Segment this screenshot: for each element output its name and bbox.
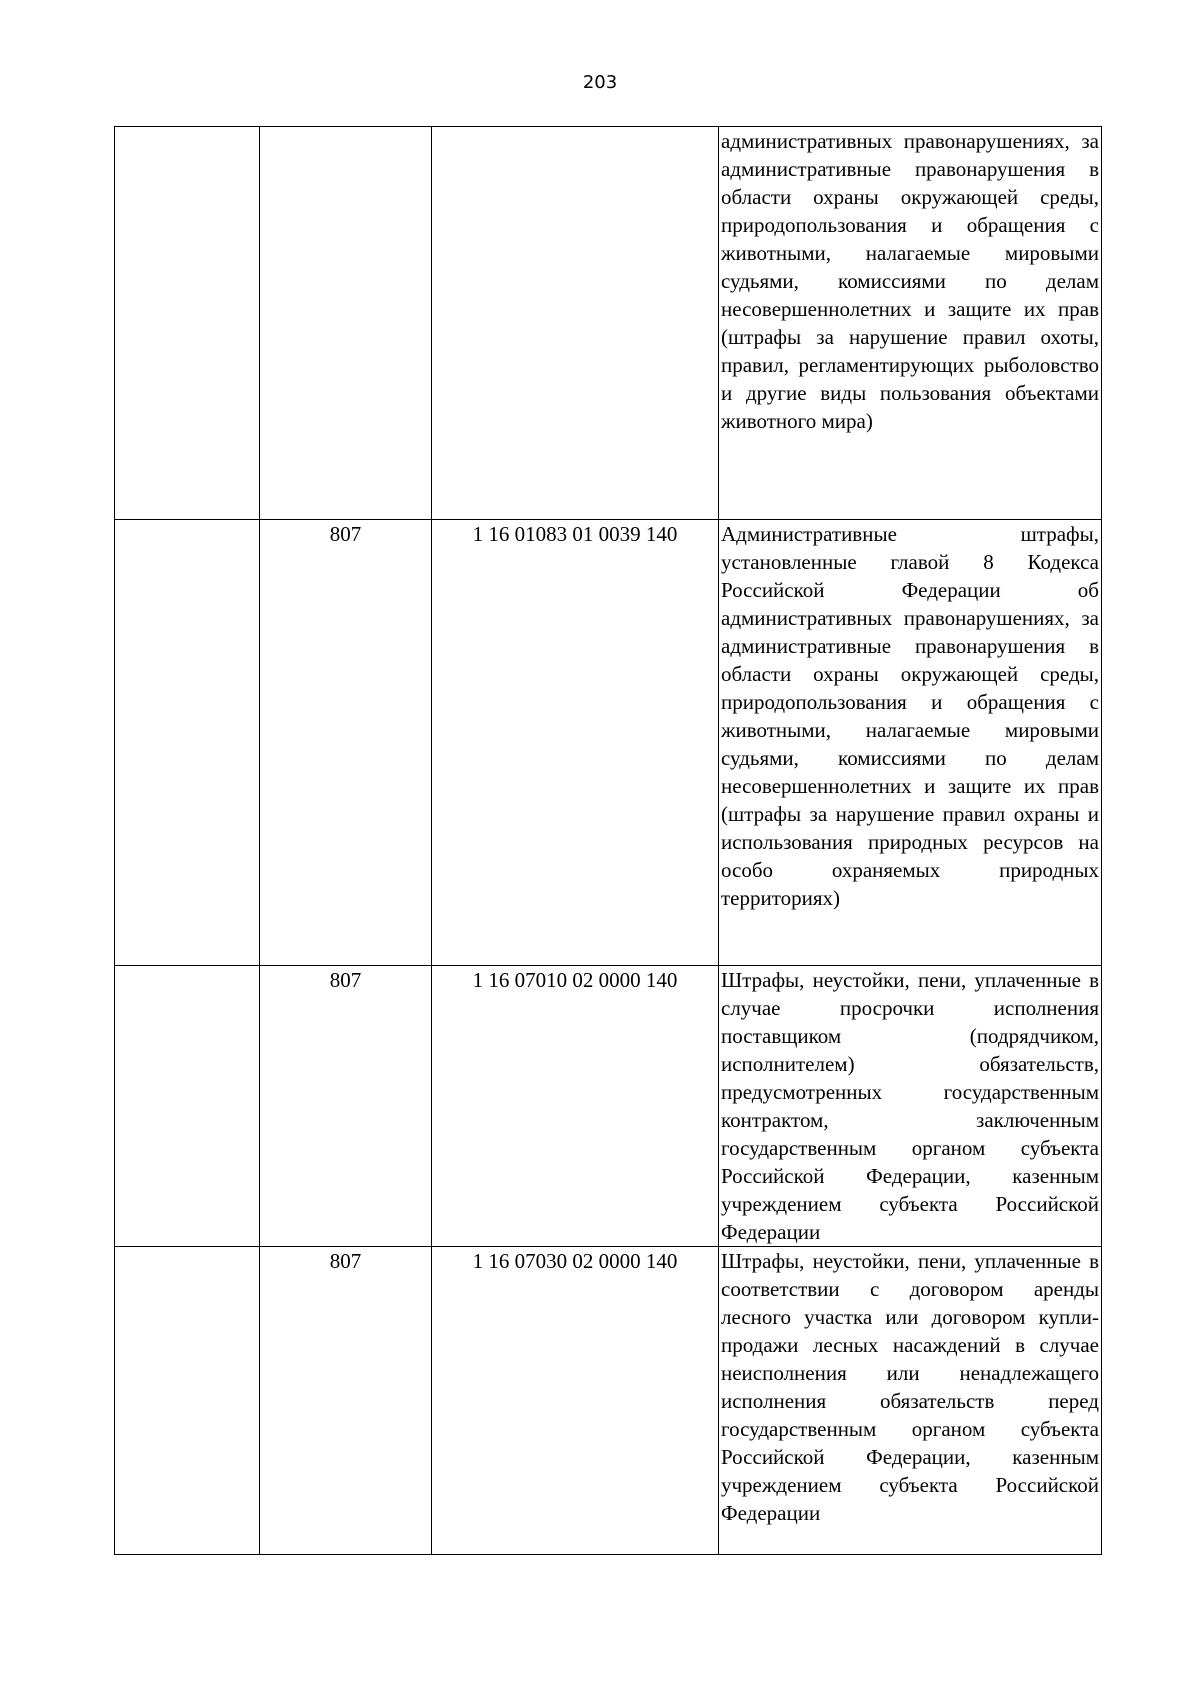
description-cell: Штрафы, неустойки, пени, уплаченные в случае просрочки исполнения поставщиком (подрядчиком, исполнителем) обязательств, предусмотренных государственным контрактом, заключенным государственным органом субъекта Российской Федерации, казенным учреждением субъекта Российской Федерации bbox=[719, 966, 1102, 1247]
admin-code-cell: 807 bbox=[260, 520, 432, 966]
row-number-cell bbox=[115, 520, 260, 966]
revenue-codes-table bbox=[114, 126, 1102, 1555]
kbk-code-cell: 1 16 01083 01 0039 140 bbox=[432, 520, 719, 966]
row-number-cell bbox=[115, 127, 260, 520]
page-number: 203 bbox=[582, 72, 618, 93]
admin-code-cell: 807 bbox=[260, 966, 432, 1247]
description-cell: Административные штрафы, установленные главой 8 Кодекса Российской Федерации об административных правонарушениях, за административные правонарушения в области охраны окружающей среды, природопользования и обращения с животными, налагаемые мировыми судьями, комиссиями по делам несовершеннолетних и защите их прав (штрафы за нарушение правил охраны и использования природных ресурсов на особо охраняемых природных территориях) bbox=[719, 520, 1102, 966]
admin-code-cell bbox=[260, 127, 432, 520]
kbk-code-cell: 1 16 07010 02 0000 140 bbox=[432, 966, 719, 1247]
table-row bbox=[115, 966, 1102, 1247]
kbk-code-cell: 1 16 07030 02 0000 140 bbox=[432, 1247, 719, 1555]
kbk-code-cell bbox=[432, 127, 719, 520]
table-row bbox=[115, 1247, 1102, 1555]
admin-code-cell: 807 bbox=[260, 1247, 432, 1555]
table-row bbox=[115, 127, 1102, 520]
description-cell: административных правонарушениях, за административные правонарушения в области охраны окружающей среды, природопользования и обращения с животными, налагаемые мировыми судьями, комиссиями по делам несовершеннолетних и защите их прав (штрафы за нарушение правил охоты, правил, регламентирующих рыболовство и другие виды пользования объектами животного мира) bbox=[719, 127, 1102, 520]
row-number-cell bbox=[115, 966, 260, 1247]
description-cell: Штрафы, неустойки, пени, уплаченные в соответствии с договором аренды лесного участка или договором купли-продажи лесных насаждений в случае неисполнения или ненадлежащего исполнения обязательств перед государственным органом субъекта Российской Федерации, казенным учреждением субъекта Российской Федерации bbox=[719, 1247, 1102, 1555]
table-row bbox=[115, 520, 1102, 966]
row-number-cell bbox=[115, 1247, 260, 1555]
